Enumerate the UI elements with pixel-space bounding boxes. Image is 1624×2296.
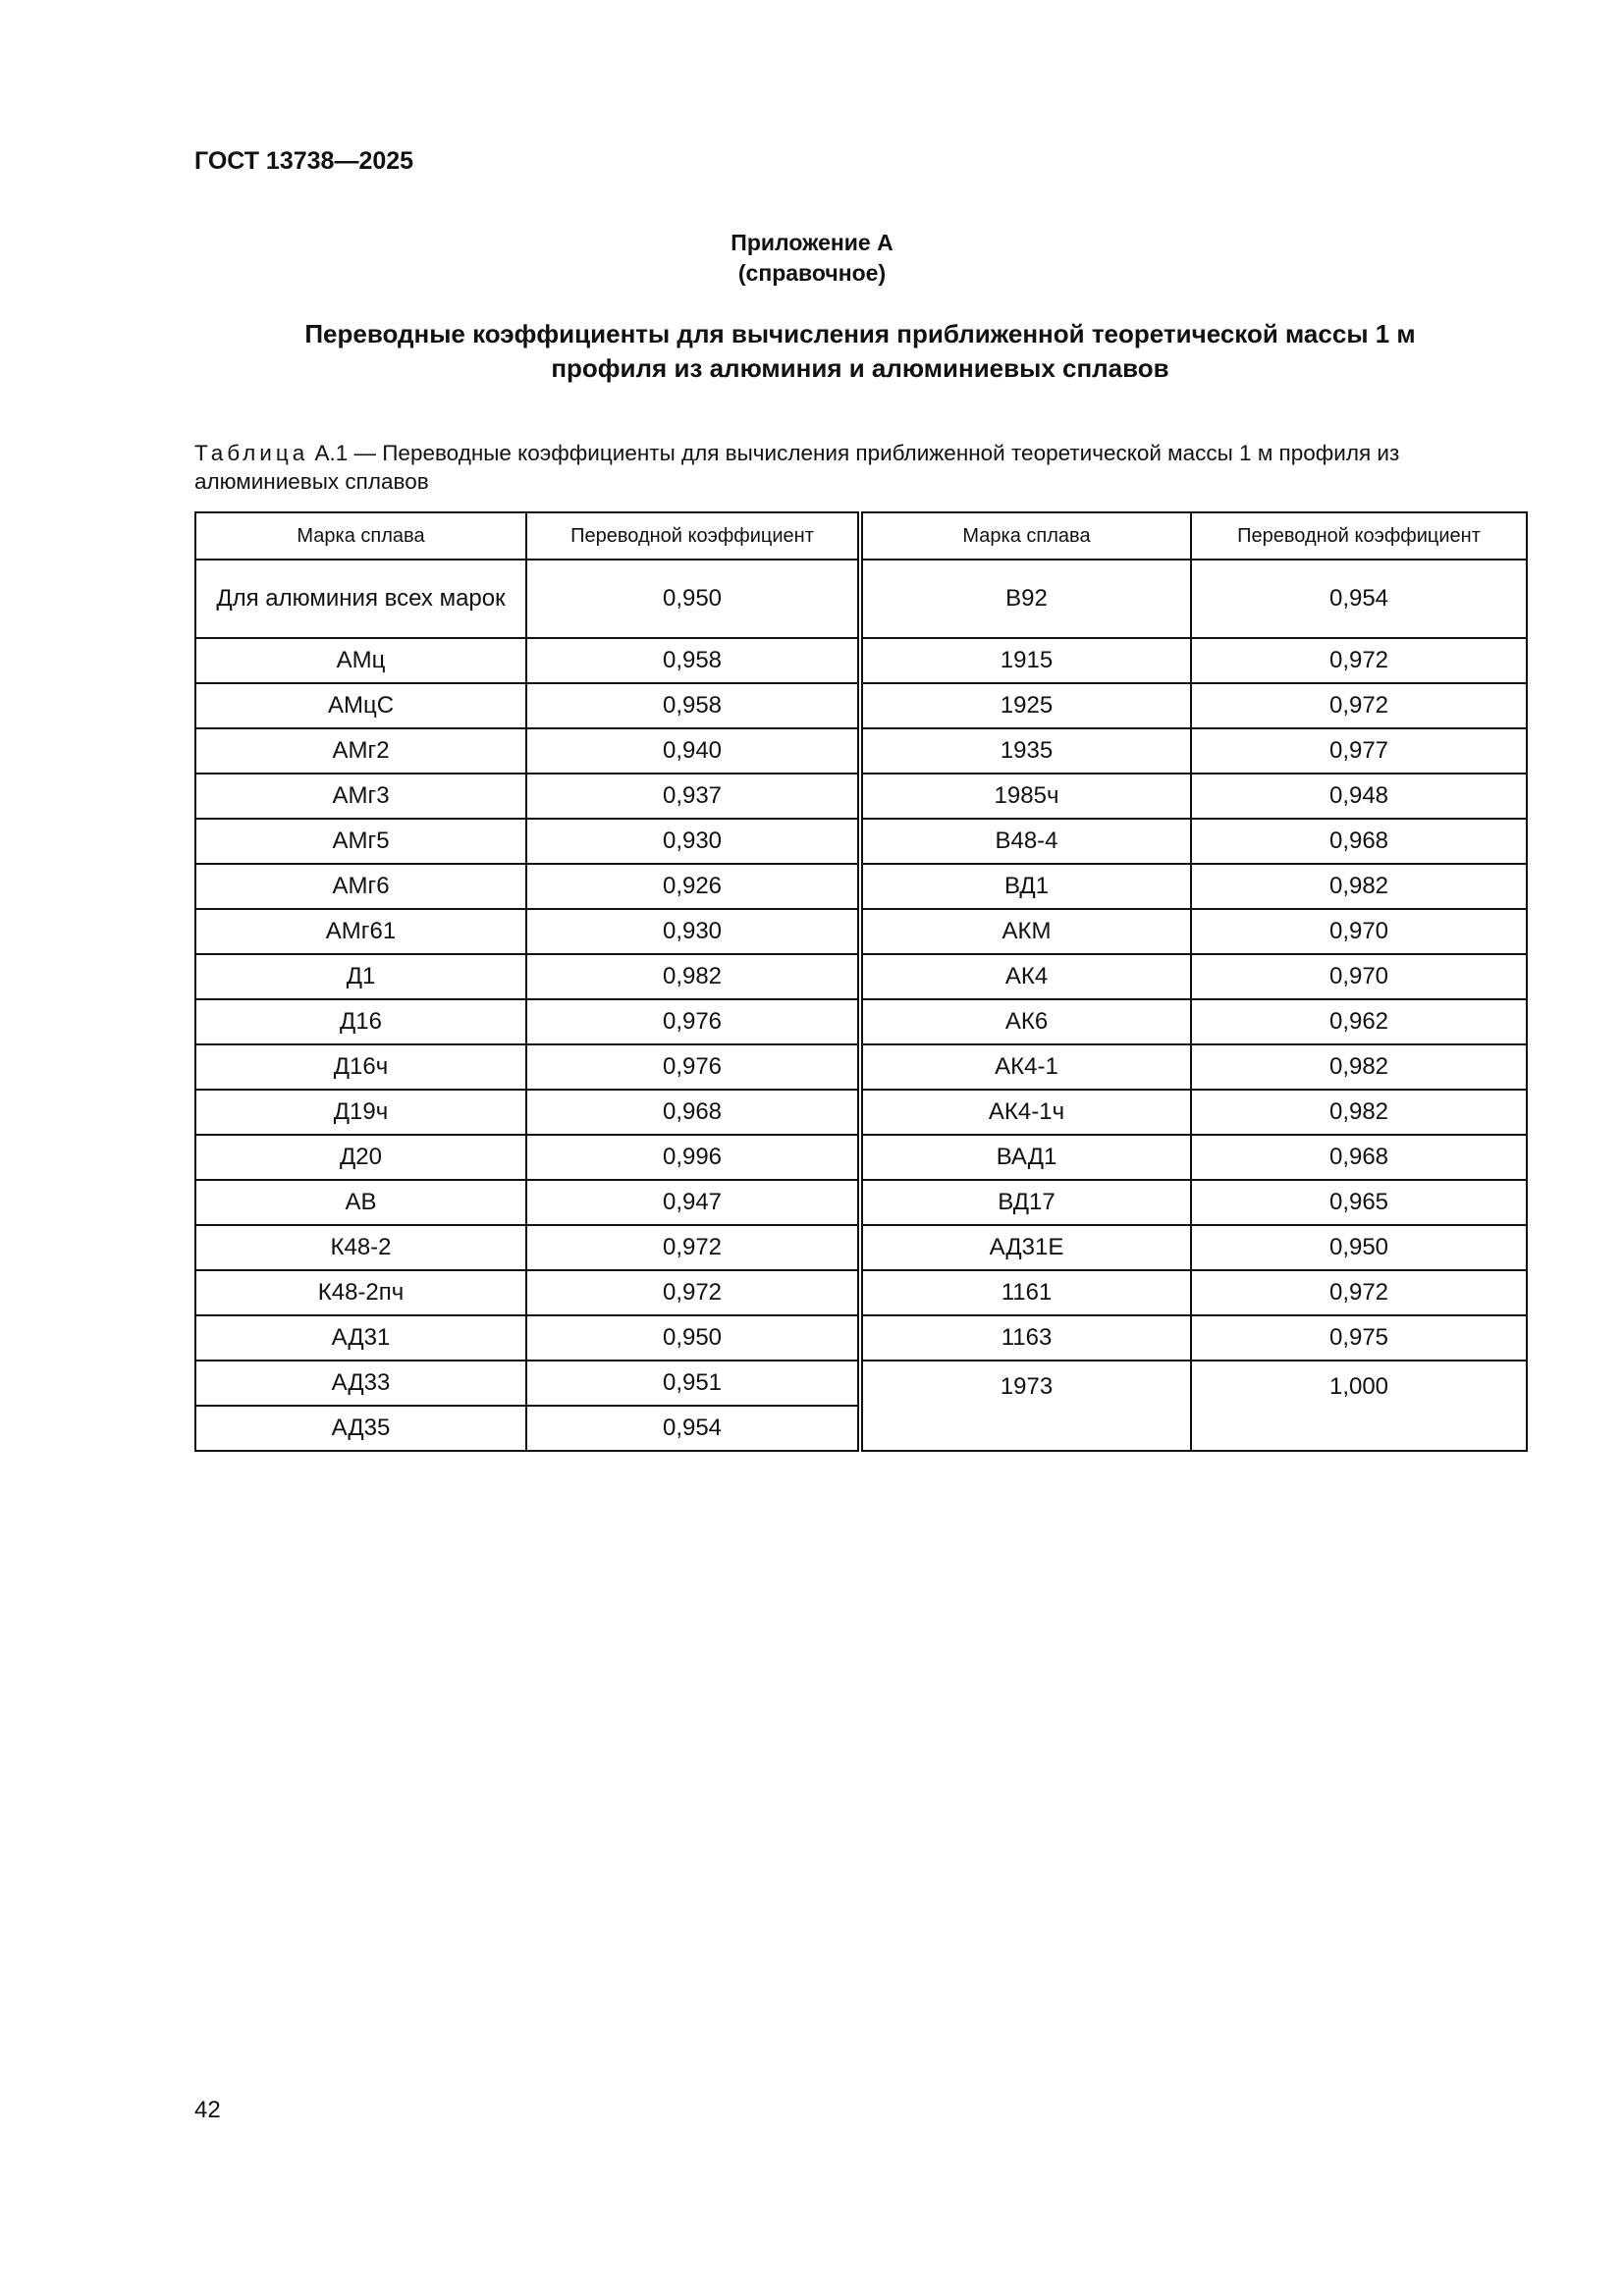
alloy-grade-cell: АМц — [195, 638, 526, 683]
table-row — [195, 774, 1527, 819]
alloy-grade-cell: АМцС — [195, 683, 526, 728]
conversion-factor-cell: 0,958 — [526, 638, 860, 683]
conversion-factor-cell: 0,972 — [1191, 1270, 1527, 1315]
conversion-factor-cell: 0,940 — [526, 728, 860, 774]
conversion-factor-cell: 0,950 — [526, 560, 860, 638]
alloy-grade-cell: ВАД1 — [860, 1135, 1191, 1180]
conversion-factor-cell: 0,950 — [526, 1315, 860, 1361]
annex-heading-line-2: профиля из алюминия и алюминиевых сплавов — [551, 353, 1169, 383]
table-row — [195, 728, 1527, 774]
conversion-factor-table — [194, 511, 1528, 1452]
conversion-factor-cell: 0,972 — [1191, 638, 1527, 683]
table-row — [195, 819, 1527, 864]
table-row — [195, 864, 1527, 909]
alloy-grade-cell: ВД1 — [860, 864, 1191, 909]
alloy-grade-cell: Д1 — [195, 954, 526, 999]
alloy-grade-cell: 1935 — [860, 728, 1191, 774]
table-row — [195, 1225, 1527, 1270]
alloy-grade-cell: К48-2пч — [195, 1270, 526, 1315]
alloy-grade-cell: К48-2 — [195, 1225, 526, 1270]
table-caption-text: А.1 — Переводные коэффициенты для вычисления приближенной теоретической массы 1 м профиля из алюминиевых сплавов — [194, 441, 1400, 494]
annex-heading-line-1: Переводные коэффициенты для вычисления приближенной теоретической массы 1 м — [304, 319, 1416, 348]
conversion-factor-cell: 0,947 — [526, 1180, 860, 1225]
alloy-grade-cell: АМг61 — [195, 909, 526, 954]
annex-heading — [194, 317, 1526, 386]
conversion-factor-cell: 1,000 — [1191, 1361, 1527, 1451]
alloy-grade-cell: АД31 — [195, 1315, 526, 1361]
alloy-grade-cell: АМг6 — [195, 864, 526, 909]
table-row — [195, 1361, 1527, 1406]
conversion-factor-cell: 0,937 — [526, 774, 860, 819]
annex-type: (справочное) — [737, 260, 887, 286]
annex-title: Приложение А — [731, 230, 893, 255]
conversion-factor-cell: 0,951 — [526, 1361, 860, 1406]
header-conversion-factor-left: Переводной коэффициент — [526, 512, 860, 560]
conversion-factor-cell: 0,982 — [1191, 1044, 1527, 1090]
conversion-factor-cell: 0,982 — [1191, 1090, 1527, 1135]
table-caption — [194, 439, 1530, 496]
table-row — [195, 909, 1527, 954]
conversion-factor-cell: 0,954 — [1191, 560, 1527, 638]
conversion-factor-cell: 0,954 — [526, 1406, 860, 1451]
table-row — [195, 954, 1527, 999]
conversion-factor-cell: 0,968 — [1191, 819, 1527, 864]
conversion-factor-cell: 0,950 — [1191, 1225, 1527, 1270]
alloy-grade-cell: АМг2 — [195, 728, 526, 774]
conversion-factor-cell: 0,965 — [1191, 1180, 1527, 1225]
alloy-grade-cell: 1973 — [860, 1361, 1191, 1451]
conversion-factor-cell: 0,977 — [1191, 728, 1527, 774]
conversion-factor-cell: 0,930 — [526, 909, 860, 954]
table-header-row — [195, 512, 1527, 560]
conversion-factor-cell: 0,996 — [526, 1135, 860, 1180]
conversion-factor-cell: 0,968 — [526, 1090, 860, 1135]
alloy-grade-cell: АВ — [195, 1180, 526, 1225]
conversion-factor-cell: 0,972 — [1191, 683, 1527, 728]
alloy-grade-cell: 1161 — [860, 1270, 1191, 1315]
alloy-grade-cell: В92 — [860, 560, 1191, 638]
conversion-factor-cell: 0,926 — [526, 864, 860, 909]
alloy-grade-cell: Д19ч — [195, 1090, 526, 1135]
conversion-factor-cell: 0,970 — [1191, 909, 1527, 954]
alloy-grade-cell: АК4 — [860, 954, 1191, 999]
page-number: 42 — [194, 2097, 221, 2123]
alloy-grade-cell: АК4-1ч — [860, 1090, 1191, 1135]
conversion-factor-cell: 0,962 — [1191, 999, 1527, 1044]
table-row — [195, 1180, 1527, 1225]
alloy-grade-cell: АМг5 — [195, 819, 526, 864]
conversion-table-wrapper — [194, 511, 1526, 1452]
alloy-grade-cell: Д16ч — [195, 1044, 526, 1090]
alloy-grade-cell: 1163 — [860, 1315, 1191, 1361]
conversion-factor-cell: 0,930 — [526, 819, 860, 864]
alloy-grade-cell: АД33 — [195, 1361, 526, 1406]
alloy-grade-cell: 1915 — [860, 638, 1191, 683]
table-row — [195, 638, 1527, 683]
table-row — [195, 683, 1527, 728]
alloy-grade-cell: АМг3 — [195, 774, 526, 819]
alloy-grade-cell: 1925 — [860, 683, 1191, 728]
conversion-factor-cell: 0,972 — [526, 1270, 860, 1315]
conversion-factor-cell: 0,982 — [526, 954, 860, 999]
table-caption-label: Таблица — [194, 441, 309, 465]
header-alloy-grade-left: Марка сплава — [195, 512, 526, 560]
alloy-grade-cell: АД35 — [195, 1406, 526, 1451]
alloy-grade-cell: Для алюминия всех марок — [195, 560, 526, 638]
conversion-factor-cell: 0,972 — [526, 1225, 860, 1270]
conversion-factor-cell: 0,970 — [1191, 954, 1527, 999]
table-row — [195, 1044, 1527, 1090]
alloy-grade-cell: АД31Е — [860, 1225, 1191, 1270]
alloy-grade-cell: 1985ч — [860, 774, 1191, 819]
table-row — [195, 999, 1527, 1044]
alloy-grade-cell: АК6 — [860, 999, 1191, 1044]
alloy-grade-cell: ВД17 — [860, 1180, 1191, 1225]
alloy-grade-cell: АК4-1 — [860, 1044, 1191, 1090]
alloy-grade-cell: Д16 — [195, 999, 526, 1044]
conversion-factor-cell: 0,975 — [1191, 1315, 1527, 1361]
header-conversion-factor-right: Переводной коэффициент — [1191, 512, 1527, 560]
table-row — [195, 1315, 1527, 1361]
conversion-factor-cell: 0,968 — [1191, 1135, 1527, 1180]
alloy-grade-cell: В48-4 — [860, 819, 1191, 864]
header-alloy-grade-right: Марка сплава — [860, 512, 1191, 560]
conversion-factor-cell: 0,958 — [526, 683, 860, 728]
table-row — [195, 1135, 1527, 1180]
table-row — [195, 560, 1527, 638]
conversion-factor-cell: 0,976 — [526, 999, 860, 1044]
conversion-factor-cell: 0,948 — [1191, 774, 1527, 819]
standard-designation: ГОСТ 13738—2025 — [194, 147, 414, 175]
table-row — [195, 1270, 1527, 1315]
alloy-grade-cell: АКМ — [860, 909, 1191, 954]
conversion-factor-cell: 0,982 — [1191, 864, 1527, 909]
alloy-grade-cell: Д20 — [195, 1135, 526, 1180]
table-row — [195, 1090, 1527, 1135]
conversion-factor-cell: 0,976 — [526, 1044, 860, 1090]
